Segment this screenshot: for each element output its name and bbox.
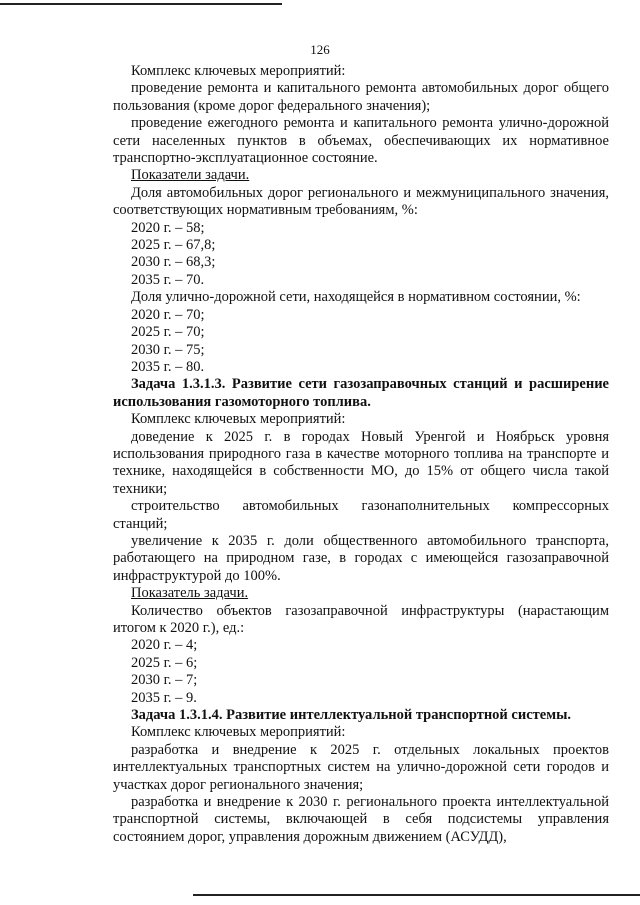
top-rule — [0, 3, 282, 5]
paragraph: проведение ежегодного ремонта и капитального ремонта улично-дорожной сети населенных пунктов в объемах, обеспечивающих их нормативное транспортно-эксплуатационное состояние. — [113, 115, 609, 167]
paragraph: Доля улично-дорожной сети, находящейся в нормативном состоянии, %: — [131, 289, 581, 306]
paragraph: 2035 г. – 9. — [131, 689, 197, 706]
paragraph: 2025 г. – 6; — [131, 654, 198, 671]
paragraph: строительство автомобильных газонаполнительных компрессорных станций; — [113, 498, 609, 532]
task-heading: Задача 1.3.1.3. Развитие сети газозаправочных станций и расширение использования газомоторного топлива. — [113, 376, 609, 410]
paragraph: 2030 г. – 75; — [131, 341, 205, 358]
paragraph: доведение к 2025 г. в городах Новый Уренгой и Ноябрьск уровня использования природного газа в качестве моторного топлива на транспорте и технике, находящейся в собственности МО, до 15% от общего числа такой техники; — [113, 428, 609, 497]
indicator-heading: Показатель задачи. — [131, 585, 249, 602]
paragraph: 2030 г. – 7; — [131, 672, 198, 689]
bottom-rule — [193, 894, 640, 896]
paragraph: Комплекс ключевых мероприятий: — [131, 411, 346, 428]
paragraph: 2030 г. – 68,3; — [131, 254, 216, 271]
paragraph: 2035 г. – 80. — [131, 358, 205, 375]
paragraph: проведение ремонта и капитального ремонта автомобильных дорог общего пользования (кроме дорог федерального значения); — [113, 80, 609, 114]
paragraph: 2020 г. – 58; — [131, 219, 205, 236]
paragraph: Доля автомобильных дорог регионального и межмуниципального значения, соответствующих нормативным требованиям, %: — [113, 184, 609, 219]
paragraph: 2025 г. – 70; — [131, 324, 205, 341]
paragraph: 2020 г. – 4; — [131, 637, 198, 654]
indicator-heading: Показатели задачи. — [131, 167, 250, 184]
paragraph: Количество объектов газозаправочной инфраструктуры (нарастающим итогом к 2020 г.), ед.: — [113, 602, 609, 636]
paragraph: Комплекс ключевых мероприятий: — [131, 63, 346, 79]
paragraph: Комплекс ключевых мероприятий: — [131, 724, 346, 741]
page-number: 126 — [310, 42, 330, 57]
paragraph: 2025 г. – 67,8; — [131, 237, 216, 254]
document-body — [113, 63, 609, 846]
paragraph: 2035 г. – 70. — [131, 271, 205, 288]
paragraph: разработка и внедрение к 2030 г. регионального проекта интеллектуальной транспортной системы, включающей в себя подсистемы управления состоянием дорог, управления дорожным движением (АСУДД), — [113, 794, 609, 845]
task-heading: Задача 1.3.1.4. Развитие интеллектуальной транспортной системы. — [131, 707, 572, 724]
paragraph: 2020 г. – 70; — [131, 306, 205, 323]
paragraph: увеличение к 2035 г. доли общественного автомобильного транспорта, работающего на природном газе, в городах с имеющейся газозаправочной инфраструктурой до 100%. — [113, 532, 609, 584]
paragraph: разработка и внедрение к 2025 г. отдельных локальных проектов интеллектуальных транспортных систем на улично-дорожной сети городов и участках дорог регионального значения; — [113, 741, 609, 793]
